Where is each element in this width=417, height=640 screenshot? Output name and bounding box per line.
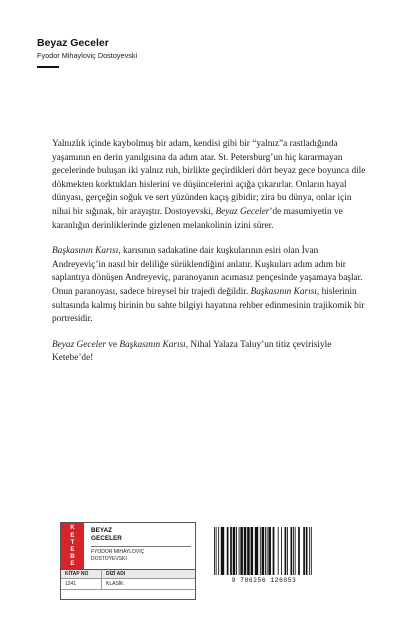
barcode-bar [287, 527, 288, 575]
barcode-bar [303, 527, 305, 575]
barcode-bar [218, 527, 219, 575]
book-title-header: Beyaz Geceler [37, 37, 109, 49]
logo-letter: K [70, 524, 75, 532]
italic-title-text: Başkasının Karısı [52, 246, 119, 257]
blurb-text-run: , hislerinin sultasında kalmış birinin bu sahte bilgiyi hayatına rehber edinmesinin trajikomik bir portresidir. [52, 286, 365, 325]
info-box-author [91, 549, 191, 562]
barcode-bar [295, 527, 296, 575]
logo-letter: T [70, 538, 75, 546]
barcode-bar [239, 527, 240, 575]
italic-title-text: Beyaz Geceler [52, 339, 106, 350]
italic-title-text: Başkasının Karısı [119, 339, 186, 350]
barcode-bars [210, 527, 318, 575]
barcode-bar [251, 527, 254, 575]
series-name-label: DİZİ ADI [106, 571, 126, 577]
blurb-text-run: ’de masumiyetin ve karanlığın derinliklerinde gizlenen melankolinin izini sürer. [52, 206, 343, 231]
info-box-column-divider [101, 569, 102, 590]
blurb-text-run: Yalnızlık içinde kaybolmuş bir adam, kendisi gibi bir “yalnız”a rastladığında yaşamının en derin yanılgısına da adım atar. St. Petersburg’un hiç kararmayan gecelerinde buluşan iki yalnız ruh, birlikte geçirdikleri dört beyaz gece boyunca dile dökmekten korktukları hislerini ve düşüncelerini açığa çıkarırlar. Onların hayal dünyası, gerçeğin soğuk ve sert yüzünden kaçış gibidir; zira bu dünya, onlar için nihai bir sığınak, bir arayıştır. Dostoyevski, [52, 139, 366, 217]
barcode-bar [236, 527, 237, 575]
logo-letter: B [70, 553, 75, 561]
info-box-value-row [61, 580, 195, 590]
barcode-bar [262, 527, 265, 575]
barcode-bar [278, 527, 279, 575]
italic-title-text: Beyaz Geceler [215, 206, 270, 217]
logo-letter: E [70, 546, 75, 553]
blurb-paragraph-3 [52, 339, 370, 366]
info-box-title [91, 527, 191, 543]
barcode-bar [291, 527, 293, 575]
barcode-bar [255, 527, 258, 575]
barcode-bar [309, 527, 310, 575]
barcode-bar [265, 527, 266, 575]
barcode-bar [268, 527, 271, 575]
info-box-label-row [61, 569, 195, 579]
barcode-bar [298, 527, 300, 575]
blurb-text-run: , karısının sadakatine dair kuşkularının esiri olan İvan Andreyeviç’in nasıl bir deliliğe sürüklendiğini anlatır. Kuşkuları adım adım bir saplantıya dönüşen Andreyeviç, paranoyanın acımasız pençesinde yaşamaya başlar. Onun paranoyası, sadece bireysel bir trajedi değildir. [52, 246, 363, 297]
barcode-bar [240, 527, 243, 575]
barcode-bar [260, 527, 261, 575]
barcode-bar [216, 527, 217, 575]
barcode-bar [285, 527, 287, 575]
barcode-bar [233, 527, 236, 575]
barcode-bar [221, 527, 224, 575]
series-name-value: KLASİK [106, 581, 124, 587]
barcode-bar [281, 527, 282, 575]
barcode-bar [244, 527, 247, 575]
barcode-bar [311, 527, 312, 575]
book-number-value: 1241 [65, 581, 77, 587]
logo-letter: E [70, 531, 75, 539]
blurb-text-run: , Nihal Yalaza Taluy’un titiz çevirisiyle Ketebe’de! [52, 339, 332, 364]
italic-title-text: Başkasının Karısı [250, 286, 317, 297]
book-author-header: Fyodor Mihayloviç Dostoyevski [37, 51, 138, 60]
barcode-bar [247, 527, 250, 575]
barcode-bar [273, 527, 275, 575]
info-box-author-line: FYODOR MIHAYLOVIÇ [91, 549, 145, 555]
blurb-paragraph-2 [52, 245, 370, 327]
info-box-title-line: BEYAZ [91, 527, 113, 534]
book-number-label: KİTAP NO [65, 571, 89, 577]
barcode-bar [230, 527, 232, 575]
isbn-barcode [210, 527, 318, 589]
logo-letter: E [70, 560, 75, 568]
barcode-bar [214, 527, 215, 575]
isbn-digits: 9 786256 126053 [231, 577, 297, 584]
back-cover-blurb [52, 138, 370, 378]
publisher-logo [61, 523, 84, 569]
blurb-text-run: ve [105, 339, 120, 350]
barcode-bar [293, 527, 294, 575]
info-box-divider [91, 546, 191, 547]
info-box-title-line: GECELER [91, 535, 122, 542]
info-box-author-line: DOSTOYEVSKİ [91, 555, 127, 562]
header-divider [37, 66, 59, 68]
book-info-box [60, 522, 196, 600]
blurb-paragraph-1 [52, 138, 370, 233]
barcode-bar [227, 527, 229, 575]
barcode-bar [306, 527, 308, 575]
barcode-bar [267, 527, 268, 575]
